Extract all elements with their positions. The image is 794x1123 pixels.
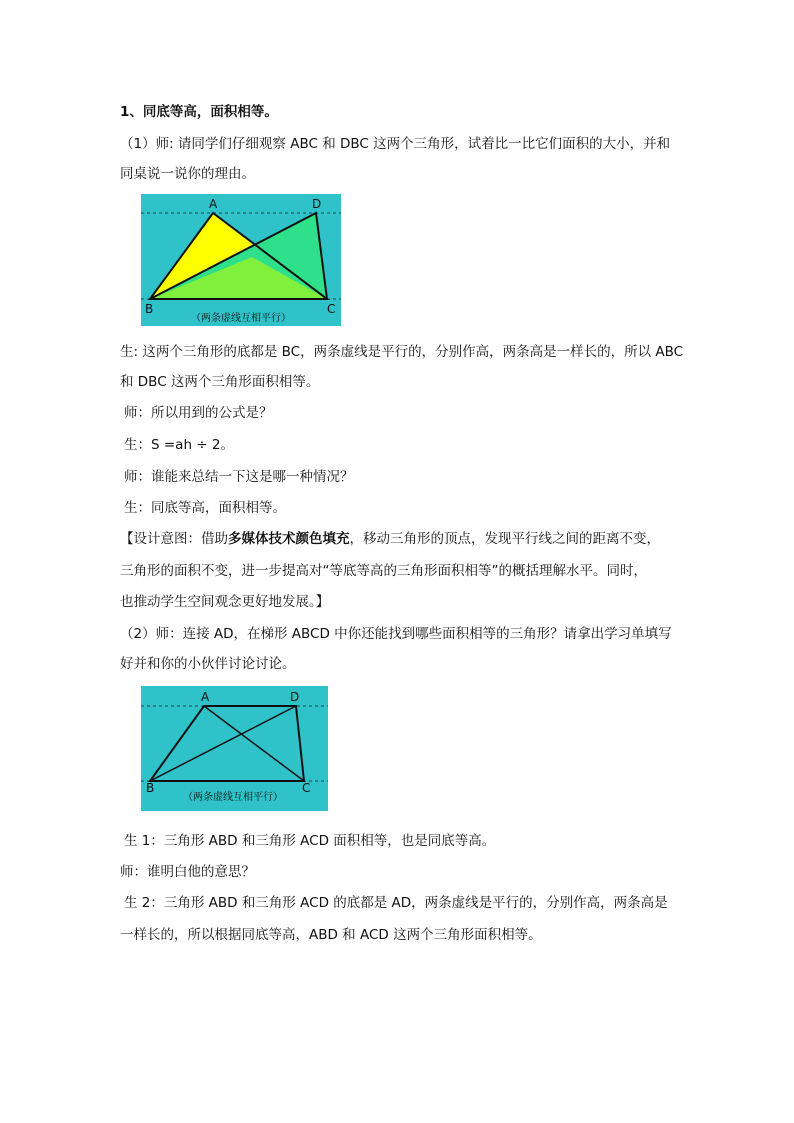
dialogue-5: 生 1：三角形 ABD 和三角形 ACD 面积相等，也是同底等高。 <box>124 833 496 849</box>
dialogue-1: 师：所以用到的公式是？ <box>124 405 273 421</box>
triangle-figure-1 <box>141 194 341 326</box>
paragraph-3-line-2: 好并和你的小伙伴讨论讨论。 <box>120 656 296 672</box>
label-b: B <box>146 781 155 795</box>
trapezoid-figure-2 <box>141 686 328 811</box>
paragraph-1-line-2: 同桌说一说你的理由。 <box>120 166 255 182</box>
label-c: C <box>327 302 336 316</box>
dialogue-3: 师：谁能来总结一下这是哪一种情况？ <box>124 469 354 485</box>
dialogue-7-line-2: 一样长的，所以根据同底等高，ABD 和 ACD 这两个三角形面积相等。 <box>120 927 542 943</box>
dialogue-2: 生：S =ah ÷ 2。 <box>124 437 234 453</box>
design-intent-bold: 多媒体技术颜色填充 <box>228 531 350 547</box>
design-intent-open: 【设计意图：借助 <box>120 531 228 547</box>
paragraph-2-line-2: 和 DBC 这两个三角形面积相等。 <box>120 374 320 390</box>
design-intent-rest: ，移动三角形的顶点，发现平行线之间的距离不变， <box>349 531 660 547</box>
label-a: A <box>209 197 218 211</box>
figure-2-caption: （两条虚线互相平行） <box>183 792 283 803</box>
label-a: A <box>201 690 210 704</box>
label-c: C <box>302 781 311 795</box>
design-intent-line-3: 也推动学生空间观念更好地发展。】 <box>120 594 330 610</box>
section-title: 1、同底等高，面积相等。 <box>120 104 278 120</box>
dialogue-7-line-1: 生 2：三角形 ABD 和三角形 ACD 的底都是 AD，两条虚线是平行的，分别作高，两条高是 <box>124 895 668 911</box>
dialogue-6: 师：谁明白他的意思？ <box>120 864 255 880</box>
label-b: B <box>145 302 154 316</box>
paragraph-3-line-1: （2）师：连接 AD，在梯形 ABCD 中你还能找到哪些面积相等的三角形？请拿出学习单填写 <box>120 626 672 642</box>
design-intent-line-2: 三角形的面积不变，进一步提高对“等底等高的三角形面积相等”的概括理解水平。同时， <box>120 563 647 579</box>
dialogue-4: 生：同底等高，面积相等。 <box>124 500 286 516</box>
paragraph-1-line-1: （1）师: 请同学们仔细观察 ABC 和 DBC 这两个三角形，试着比一比它们面积的大小，并和 <box>120 136 671 152</box>
label-d: D <box>312 197 322 211</box>
figure-1-caption: （两条虚线互相平行） <box>191 313 291 324</box>
paragraph-2-line-1: 生: 这两个三角形的底都是 BC，两条虚线是平行的，分别作高，两条高是一样长的，所以 ABC <box>120 344 684 360</box>
label-d: D <box>290 690 300 704</box>
design-intent-line-1 <box>120 531 660 547</box>
